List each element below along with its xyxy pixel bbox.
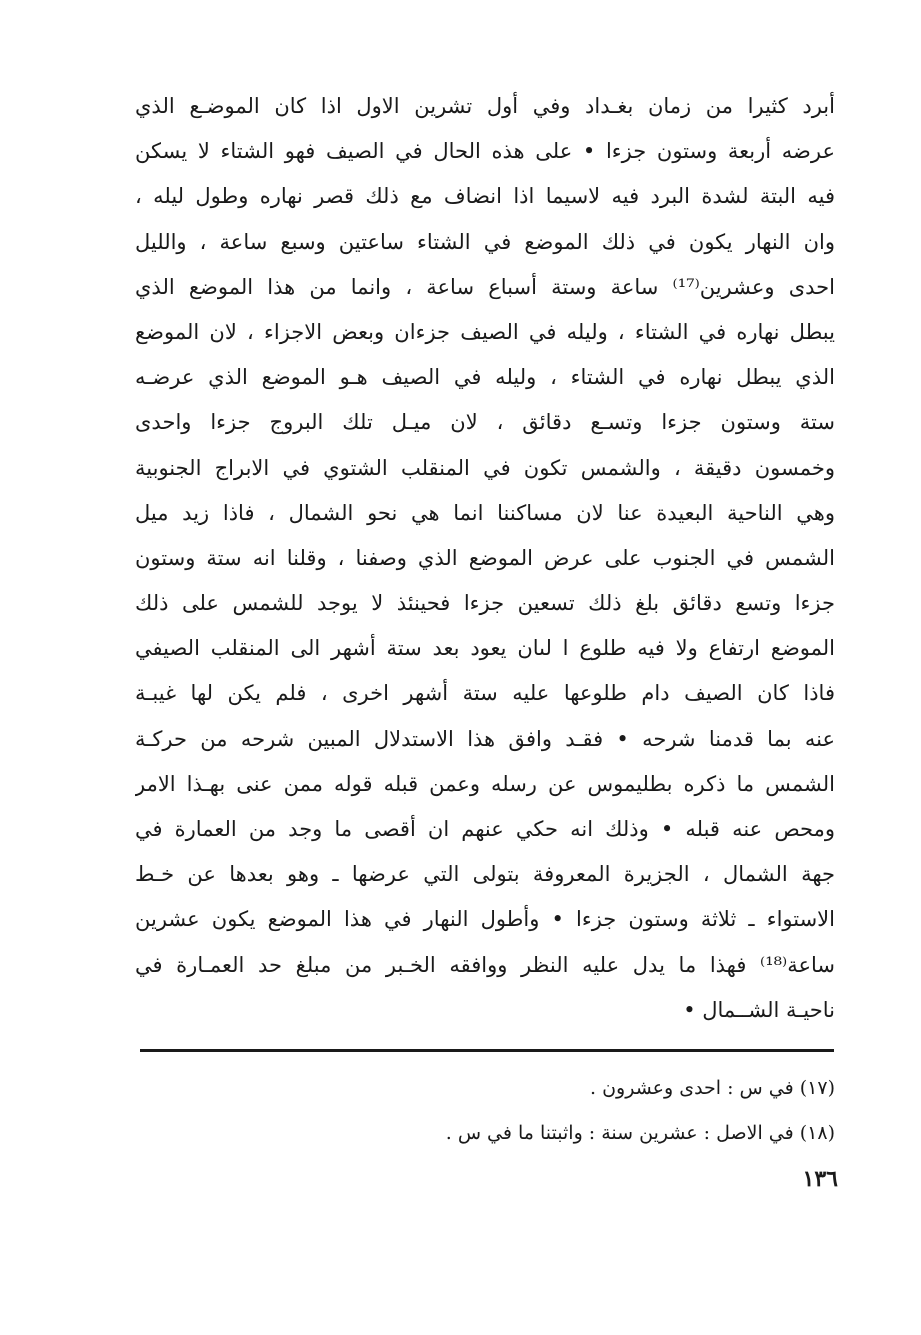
page-number: ١٣٦ — [802, 1166, 838, 1192]
text-line: جزءا وتسع دقائق بلغ ذلك تسعين جزءا فحينئذ لا يوجد للشمس على ذلك — [135, 591, 835, 616]
text-line: ومحص عنه قبله • وذلك انه حكي عنهم ان أقصى ما وجد من العمارة في — [135, 817, 835, 841]
text-line: يبطل نهاره في الشتاء ، وليله في الصيف جزءان وبعض الاجزاء ، لان الموضع — [135, 319, 835, 344]
footnote-18: (١٨) في الاصل : عشرين سنة : واثبتنا ما في س . — [445, 1122, 835, 1144]
text-line: وخمسون دقيقة ، والشمس تكون في المنقلب الشتوي في الابراج الجنوبية — [135, 455, 835, 480]
text-line: عنه بما قدمنا شرحه • فقـد وافق هذا الاستدلال المبين شرحه من حركـة — [135, 726, 835, 751]
text-line: فاذا كان الصيف دام طلوعها عليه ستة أشهر اخرى ، فلم يكن لها غيبـة — [135, 681, 835, 706]
text-line: احدى وعشرين⁽¹⁷⁾ ساعة وستة أسباع ساعة ، وانما من هذا الموضع الذي — [135, 274, 835, 299]
text-line: وان النهار يكون في ذلك الموضع في الشتاء ساعتين وسبع ساعة ، والليل — [135, 229, 835, 254]
text-line: الموضع ارتفاع ولا فيه طلوع ا لىان يعود بعد ستة أشهر الى المنقلب الصيفي — [135, 636, 835, 661]
text-line: الاستواء ـ ثلاثة وستون جزءا • وأطول النهار في هذا الموضع يكون عشرين — [135, 907, 835, 932]
text-line: الشمس ما ذكره بطليموس عن رسله وعمن قبله قوله ممن عنى بهـذا الامر — [135, 771, 835, 796]
main-text-block — [135, 84, 835, 1033]
text-line: جهة الشمال ، الجزيرة المعروفة بتولى التي عرضها ـ وهو بعدها عن خـط — [135, 862, 835, 887]
text-line: الشمس في الجنوب على عرض الموضع الذي وصفنا ، وقلنا انه ستة وستون — [135, 545, 835, 570]
text-line: عرضه أربعة وستون جزءا • على هذه الحال في الصيف فهو الشتاء لا يسكن — [135, 139, 835, 164]
text-line: ساعة⁽¹⁸⁾ فهذا ما يدل عليه النظر ووافقه الخـبر من مبلغ حد العمـارة في — [135, 952, 835, 977]
text-line: أبرد كثيرا من زمان بغـداد وفي أول تشرين الاول اذا كان الموضـع الذي — [135, 94, 835, 118]
footnotes-block — [135, 1066, 835, 1156]
footnote-divider — [140, 1049, 834, 1052]
footnote-17: (١٧) في س : احدى وعشرون . — [590, 1077, 835, 1099]
text-line: ناحيـة الشــمال • — [683, 997, 835, 1022]
text-line: وهي الناحية البعيدة عنا لان مساكننا انما هي نحو الشمال ، فاذا زيد ميل — [135, 500, 835, 525]
text-line: ستة وستون جزءا وتسـع دقائق ، لان ميـل تلك البروج جزءا واحدى — [135, 410, 835, 435]
text-line: فيه البتة لشدة البرد فيه لاسيما اذا انضاف مع ذلك قصر نهاره وطول ليله ، — [135, 184, 835, 209]
text-line: الذي يبطل نهاره في الشتاء ، وليله في الصيف هـو الموضع الذي عرضـه — [135, 365, 835, 390]
